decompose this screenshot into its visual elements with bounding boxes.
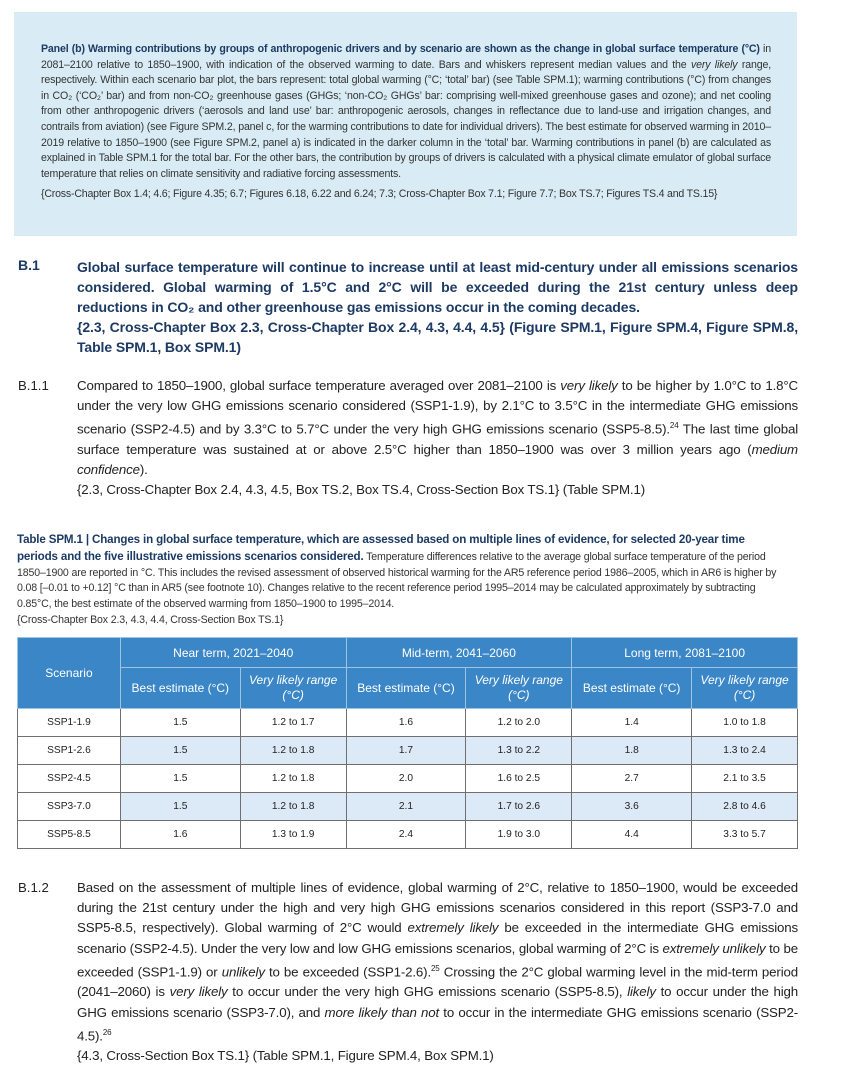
likelihood-term: extremely unlikely <box>662 940 766 956</box>
table-title: Table SPM.1 | Changes in global surface temperature, which are assessed based on multiple lines of evidence, for selected 20-year time periods and the five illustrative emissions scenarios considered. <box>17 533 745 563</box>
table-cell: 2.8 to 4.6 <box>692 793 798 821</box>
footnote-marker: 26 <box>102 1027 112 1037</box>
table-cell: 1.6 <box>346 709 466 737</box>
table-cell: 1.5 <box>120 737 240 765</box>
scenario-cell: SSP3-7.0 <box>18 793 121 821</box>
table-row <box>18 765 798 793</box>
section-b1-2-body <box>77 878 798 1067</box>
table-cell: 1.0 to 1.8 <box>692 709 798 737</box>
table-cell: 1.3 to 1.9 <box>240 821 346 849</box>
table-row <box>18 821 798 849</box>
table-cell: 1.6 to 2.5 <box>466 765 572 793</box>
section-b1-2 <box>18 878 798 1067</box>
table-caption <box>17 532 777 629</box>
paragraph-text: be exceeded in the intermediate GHG emissions scenario (SSP2-4.5). Under the very low and low GHG emissions scenarios, global warming of 2°C is <box>77 920 799 956</box>
likelihood-term: unlikely <box>221 964 265 980</box>
panel-b-italic: very likely <box>690 58 738 71</box>
paragraph-references: {2.3, Cross-Chapter Box 2.4, 4.3, 4.5, Box TS.2, Box TS.4, Cross-Section Box TS.1} (Table SPM.1) <box>77 482 645 498</box>
section-number: B.1.1 <box>18 378 49 393</box>
table-cell: 1.8 <box>572 737 692 765</box>
table-cell: 2.1 <box>346 793 466 821</box>
table-caption-references: {Cross-Chapter Box 2.3, 4.3, 4.4, Cross-Section Box TS.1} <box>17 613 284 626</box>
period-header: Mid-term, 2041–2060 <box>346 638 572 668</box>
best-estimate-header: Best estimate (°C) <box>120 668 240 709</box>
table-cell: 1.2 to 1.7 <box>240 709 346 737</box>
likelihood-term: more likely than not <box>324 1004 440 1020</box>
table-cell: 1.5 <box>120 709 240 737</box>
section-b1-body <box>77 257 798 357</box>
panel-b-lead: Panel (b) Warming contributions by groups of anthropogenic drivers and by scenario are shown as the change in global surface temperature (°C) <box>41 43 760 55</box>
section-b1-1 <box>18 376 798 501</box>
scenario-cell: SSP1-1.9 <box>18 709 121 737</box>
table-cell: 1.2 to 1.8 <box>240 737 346 765</box>
likelihood-term: very likely <box>560 378 618 393</box>
likely-range-header: Very likely range (°C) <box>692 668 798 709</box>
paragraph-text: Compared to 1850–1900, global surface temperature averaged over 2081–2100 is <box>77 378 561 393</box>
panel-b-caption-box <box>14 12 797 236</box>
paragraph-text: ). <box>139 462 148 478</box>
scenario-cell: SSP1-2.6 <box>18 737 121 765</box>
table-cell: 1.4 <box>572 709 692 737</box>
paragraph-text: to be higher by 1.0°C to 1.8°C under the very low GHG emissions scenario considered (SSP1-1.9), by 2.1°C to 3.5°C in the intermediate GHG emissions scenario (SSP2-4.5) and by 3.3°C to 5.7°C under the very high GHG emissions scenario (SSP5-8.5). <box>77 378 798 437</box>
paragraph-text: Based on the assessment of multiple lines of evidence, global warming of 2°C, relative to 1850–1900, would be exceeded during the 21st century under the high and very high GHG emissions scenarios considered in this report (SSP3-7.0 and SSP5-8.5, respectively). Global warming of 2°C would <box>77 880 798 936</box>
section-number: B.1.2 <box>18 880 49 895</box>
panel-b-caption <box>41 42 771 182</box>
likelihood-term: very likely <box>169 984 228 1000</box>
headline-statement: Global surface temperature will continue to increase until at least mid-century under all emissions scenarios considered. Global warming of 1.5°C and 2°C will be exceeded during the 21st century unless deep reductions in CO₂ and other greenhouse gas emissions occur in the coming decades. <box>77 259 798 315</box>
table-cell: 2.1 to 3.5 <box>692 765 798 793</box>
table-subheader-row <box>18 668 798 709</box>
table-cell: 3.6 <box>572 793 692 821</box>
headline-references: {2.3, Cross-Chapter Box 2.3, Cross-Chapter Box 2.4, 4.3, 4.4, 4.5} (Figure SPM.1, Figure SPM.4, Figure SPM.8, Table SPM.1, Box SPM.1) <box>77 319 798 355</box>
paragraph-text: Crossing the 2°C global warming level in the mid-term period (2041–2060) is <box>77 964 798 1000</box>
section-number: B.1 <box>18 257 40 273</box>
scenario-cell: SSP5-8.5 <box>18 821 121 849</box>
table-cell: 1.7 <box>346 737 466 765</box>
table-header-row <box>18 638 798 668</box>
paragraph-text: to occur under the high GHG emissions scenario (SSP3-7.0), and <box>77 984 799 1020</box>
section-b1 <box>18 257 798 357</box>
table-cell: 2.4 <box>346 821 466 849</box>
paragraph-text: to occur under the very high GHG emissions scenario (SSP5-8.5), <box>227 984 628 1000</box>
table-cell: 1.2 to 2.0 <box>466 709 572 737</box>
table-row <box>18 709 798 737</box>
table-cell: 2.0 <box>346 765 466 793</box>
table-cell: 1.5 <box>120 793 240 821</box>
period-header: Near term, 2021–2040 <box>120 638 346 668</box>
likely-range-header: Very likely range (°C) <box>240 668 346 709</box>
period-header: Long term, 2081–2100 <box>572 638 798 668</box>
best-estimate-header: Best estimate (°C) <box>346 668 466 709</box>
likelihood-term: likely <box>627 984 656 1000</box>
table-row <box>18 737 798 765</box>
table-cell: 1.5 <box>120 765 240 793</box>
paragraph-text: to be exceeded (SSP1-1.9) or <box>77 940 799 980</box>
scenario-cell: SSP2-4.5 <box>18 765 121 793</box>
scenario-header: Scenario <box>18 638 121 709</box>
likely-range-header: Very likely range (°C) <box>466 668 572 709</box>
table-cell: 3.3 to 5.7 <box>692 821 798 849</box>
paragraph-text: to be exceeded (SSP1-2.6). <box>264 964 431 980</box>
table-cell: 4.4 <box>572 821 692 849</box>
panel-b-text: in 2081–2100 relative to 1850–1900, with indication of the observed warming to date. Bars and whiskers represent median values and the <box>41 43 771 71</box>
likelihood-term: extremely likely <box>407 920 499 936</box>
paragraph-text: to occur in the intermediate GHG emissions scenario (SSP2-4.5). <box>77 1004 799 1044</box>
table-cell: 1.2 to 1.8 <box>240 765 346 793</box>
table-cell: 1.6 <box>120 821 240 849</box>
table-caption-text: Temperature differences relative to the average global surface temperature of the period 1850–1900 are reported in °C. This includes the revised assessment of observed historical warming for the AR5 reference period 1986–2005, which in AR6 is higher by 0.08 [–0.01 to +0.12] °C than in AR5 (see footnote 10). Changes relative to the recent reference period 1995–2014 may be calculated approximately by subtracting 0.85°C, the best estimate of the observed warming from 1850–1900 to 1995–2014. <box>17 550 777 611</box>
section-b1-1-body <box>77 376 798 501</box>
temperature-table <box>17 637 798 849</box>
table-cell: 2.7 <box>572 765 692 793</box>
panel-b-text: range, respectively. Within each scenario bar plot, the bars represent: total global warming (°C; ‘total’ bar) (see Table SPM.1); warming contributions (°C) from changes in CO₂ (‘CO₂’ bar) and from non-CO₂ greenhouse gases (GHGs; ‘non-CO₂ GHGs’ bar: comprising well-mixed greenhouse gases and ozone); and net cooling from other anthropogenic drivers (‘aerosols and land use’ bar: anthropogenic aerosols, changes in reflectance due to land-use and irrigation changes, and contrails from aviation) (see Figure SPM.2, panel c, for the warming contributions to date for individual drivers). The best estimate for observed warming in 2010–2019 relative to 1850–1900 (see Figure SPM.2, panel a) is indicated in the darker column in the ‘total’ bar. Warming contributions in panel (b) are calculated as explained in Table SPM.1 for the total bar. For the other bars, the contribution by groups of drivers is calculated with a physical climate emulator of global surface temperature that relies on climate sensitivity and radiative forcing assessments. <box>41 58 771 180</box>
table-cell: 1.3 to 2.2 <box>466 737 572 765</box>
footnote-marker: 24 <box>669 421 679 431</box>
table-cell: 1.7 to 2.6 <box>466 793 572 821</box>
table-cell: 1.3 to 2.4 <box>692 737 798 765</box>
panel-b-references: {Cross-Chapter Box 1.4; 4.6; Figure 4.35; 6.7; Figures 6.18, 6.22 and 6.24; 7.3; Cross-Chapter Box 7.1; Figure 7.7; Box TS.7; Figures TS.4 and TS.15} <box>41 188 718 201</box>
table-cell: 1.2 to 1.8 <box>240 793 346 821</box>
footnote-marker: 25 <box>431 963 440 973</box>
table-row <box>18 793 798 821</box>
confidence-term: medium confidence <box>77 442 798 478</box>
best-estimate-header: Best estimate (°C) <box>572 668 692 709</box>
table-cell: 1.9 to 3.0 <box>466 821 572 849</box>
paragraph-text: The last time global surface temperature was sustained at or above 2.5°C higher than 1850–1900 was over 3 million years ago ( <box>77 421 799 458</box>
paragraph-references: {4.3, Cross-Section Box TS.1} (Table SPM.1, Figure SPM.4, Box SPM.1) <box>77 1048 494 1064</box>
